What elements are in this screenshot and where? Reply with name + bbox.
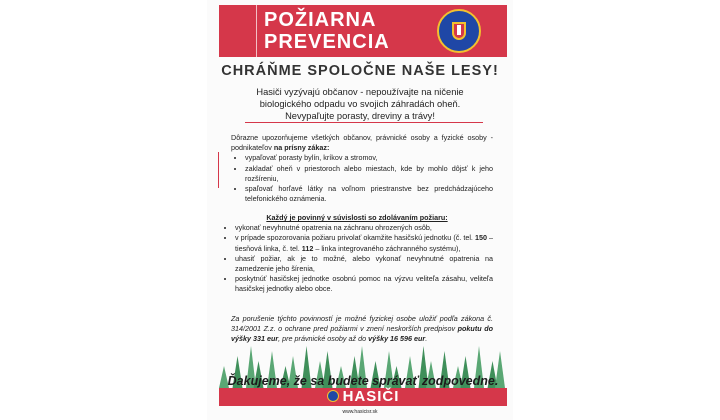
website-url: www.hasicisr.sk <box>342 409 378 415</box>
divider <box>245 122 483 123</box>
text: – linka integrovaného záchranného systému), <box>313 243 461 253</box>
poster <box>207 0 513 420</box>
header-banner <box>219 5 507 57</box>
footer-brand: HASIČI <box>342 388 400 405</box>
footer-banner <box>219 388 507 406</box>
list-item: • vypaľovať porasty bylín, kríkov a stromov, <box>245 153 493 163</box>
ban-lead-bold: na prísny zákaz: <box>273 143 330 153</box>
text: . <box>425 334 428 344</box>
poster-title <box>264 9 390 53</box>
title-line-2: PREVENCIA <box>264 31 390 53</box>
ban-section <box>231 133 493 204</box>
shield-icon <box>452 22 466 40</box>
fine-amount: výšky 16 596 eur <box>368 334 426 344</box>
intro-line: biologického odpadu vo svojich záhradách oheň. <box>259 99 461 109</box>
duty-heading: Každý je povinný v súvislosti so zdolávaním požiaru: <box>266 213 448 222</box>
fine-amount: pokutu do výšky 331 eur <box>231 324 493 344</box>
text: , pre právnické osoby až do <box>278 334 369 344</box>
text: Za porušenie týchto povinností je možné fyzickej osobe uložiť podľa zákona č. 314/2001 Z.z. o ochrane pred požiarmi v znení neskorších predpisov <box>231 314 493 334</box>
list-item: • vykonať nevyhnutné opatrenia na záchranu ohrozených osôb, <box>235 223 493 233</box>
emblem-icon <box>327 390 339 402</box>
title-line-1: POŽIARNA <box>264 9 377 31</box>
list-item: • zakladať oheň v priestoroch alebo miestach, kde by mohlo dôjsť k jeho rozšíreniu, <box>245 164 493 184</box>
thanks-text: Ďakujeme, že sa budete správať zodpovedne. <box>227 374 499 388</box>
list-item: • poskytnúť hasičskej jednotke osobnú pomoc na výzvu veliteľa zásahu, veliteľa hasičskej jednotky alebo obce. <box>235 274 493 294</box>
intro-text <box>227 86 493 122</box>
list-item: • spaľovať horľavé látky na voľnom priestranstve bez predchádzajúceho telefonického oznámenia. <box>245 184 493 204</box>
phone-number: 150 <box>474 233 487 243</box>
intro-line: Nevypaľujte porasty, dreviny a trávy! <box>285 111 435 121</box>
duty-section <box>221 213 493 295</box>
fire-rescue-emblem-icon <box>437 9 481 53</box>
headline: CHRÁŇME SPOLOČNE NAŠE LESY! <box>221 63 499 79</box>
list-item <box>235 233 493 253</box>
phone-number: 112 <box>301 243 314 253</box>
ban-lead <box>231 133 493 153</box>
duty-list <box>221 223 493 294</box>
ban-list <box>231 153 493 204</box>
intro-line: Hasiči vyzývajú občanov - nepoužívajte na ničenie <box>256 87 464 97</box>
divider <box>256 5 257 57</box>
accent-bar <box>218 152 219 188</box>
list-item: • uhasiť požiar, ak je to možné, alebo vykonať nevyhnutné opatrenia na zamedzenie jeho šírenia, <box>235 254 493 274</box>
text: – tiesňová linka, č. tel. <box>235 233 493 253</box>
ban-lead-text: Dôrazne upozorňujeme všetkých občanov, právnické osoby a fyzické osoby - podnikateľov <box>231 133 493 153</box>
text: v prípade spozorovania požiaru privolať okamžite hasičskú jednotku (č. tel. <box>235 233 475 243</box>
